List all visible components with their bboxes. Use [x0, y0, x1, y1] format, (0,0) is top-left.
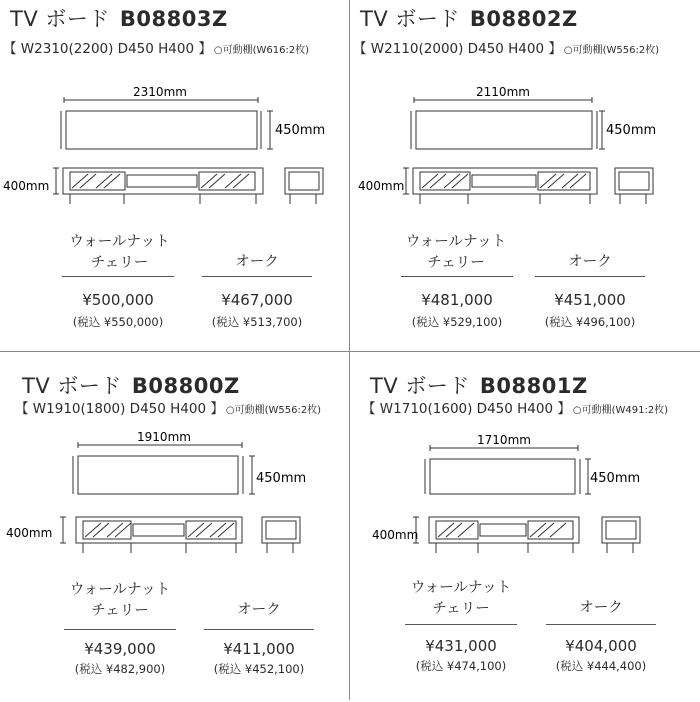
underline-right: [204, 629, 314, 630]
model-number: B08803Z: [119, 7, 228, 31]
width-dimension-label: 2310mm: [133, 85, 187, 99]
price-walnut-cherry: ¥439,000: [84, 640, 156, 658]
finish-walnut: ウォールナット: [69, 582, 171, 598]
dimensions: 【 W1710(1600) D450 H400 】: [362, 401, 571, 417]
finish-cherry: チェリー: [91, 603, 149, 619]
depth-dimension-label: 450mm: [256, 471, 307, 486]
finish-oak: オーク: [235, 254, 279, 270]
model-number: B08802Z: [469, 7, 578, 31]
price-with-tax-walnut-cherry: (税込 ¥550,000): [72, 315, 164, 329]
height-dimension-label: 400mm: [358, 179, 405, 193]
finish-cherry: チェリー: [90, 255, 149, 271]
furniture-drawing: [350, 0, 700, 215]
product-category: TV ボード: [22, 374, 122, 398]
underline-left: [405, 624, 517, 625]
height-dimension-label: 400mm: [6, 526, 53, 540]
price-oak: ¥404,000: [565, 637, 637, 655]
product-category: TV ボード: [10, 7, 110, 31]
shelf-note: ○可動棚(W616:2枚): [213, 45, 310, 56]
shelf-note: ○可動棚(W491:2枚): [572, 405, 669, 416]
price-walnut-cherry: ¥500,000: [82, 291, 154, 309]
finish-cherry: チェリー: [432, 601, 490, 617]
price-with-tax-walnut-cherry: (税込 ¥482,900): [74, 662, 166, 676]
finish-label-walnut-cherry: [61, 580, 179, 622]
product-panel-b08803z: [0, 0, 350, 350]
depth-dimension-label: 450mm: [275, 123, 326, 138]
width-dimension-label: 2110mm: [476, 85, 530, 99]
width-dimension-label: 1710mm: [477, 433, 531, 447]
finish-oak: オーク: [237, 602, 281, 618]
underline-left: [62, 276, 174, 277]
furniture-drawing: [0, 352, 350, 582]
finish-oak: オーク: [579, 600, 623, 616]
shelf-note: ○可動棚(W556:2枚): [563, 45, 660, 56]
price-oak: ¥451,000: [554, 291, 626, 309]
price-walnut-cherry: ¥481,000: [421, 291, 493, 309]
price-walnut-cherry: ¥431,000: [425, 637, 497, 655]
product-panel-b08802z: [350, 0, 700, 350]
finish-label-walnut-cherry: [62, 232, 177, 274]
depth-dimension-label: 450mm: [590, 471, 641, 486]
model-number: B08800Z: [131, 374, 240, 398]
price-with-tax-oak: (税込 ¥513,700): [211, 315, 303, 329]
finish-walnut: ウォールナット: [405, 234, 507, 250]
model-number: B08801Z: [479, 374, 588, 398]
finish-walnut: ウォールナット: [410, 580, 512, 596]
product-panel-b08800z: [0, 352, 350, 702]
height-dimension-label: 400mm: [3, 179, 50, 193]
product-category: TV ボード: [360, 7, 460, 31]
price-with-tax-oak: (税込 ¥452,100): [213, 662, 305, 676]
price-with-tax-walnut-cherry: (税込 ¥474,100): [415, 659, 507, 673]
height-dimension-label: 400mm: [372, 528, 419, 542]
underline-right: [535, 276, 645, 277]
underline-right: [546, 624, 656, 625]
dimensions: 【 W2310(2200) D450 H400 】: [3, 41, 212, 57]
dimensions: 【 W1910(1800) D450 H400 】: [15, 401, 224, 417]
finish-walnut: ウォールナット: [69, 234, 170, 250]
finish-cherry: チェリー: [427, 255, 485, 271]
price-with-tax-walnut-cherry: (税込 ¥529,100): [411, 315, 503, 329]
finish-label-walnut-cherry: [397, 232, 515, 274]
furniture-drawing: [0, 0, 350, 215]
finish-label-walnut-cherry: [402, 578, 520, 620]
finish-oak: オーク: [568, 254, 612, 270]
underline-right: [202, 276, 312, 277]
underline-left: [64, 629, 176, 630]
product-panel-b08801z: [350, 352, 700, 702]
price-oak: ¥467,000: [221, 291, 293, 309]
width-dimension-label: 1910mm: [137, 430, 191, 444]
product-category: TV ボード: [370, 374, 470, 398]
underline-left: [401, 276, 513, 277]
dimensions: 【 W2110(2000) D450 H400 】: [353, 41, 562, 57]
shelf-note: ○可動棚(W556:2枚): [225, 405, 322, 416]
price-with-tax-oak: (税込 ¥444,400): [555, 659, 647, 673]
depth-dimension-label: 450mm: [606, 123, 657, 138]
price-oak: ¥411,000: [223, 640, 295, 658]
price-with-tax-oak: (税込 ¥496,100): [544, 315, 636, 329]
furniture-drawing: [350, 352, 700, 582]
